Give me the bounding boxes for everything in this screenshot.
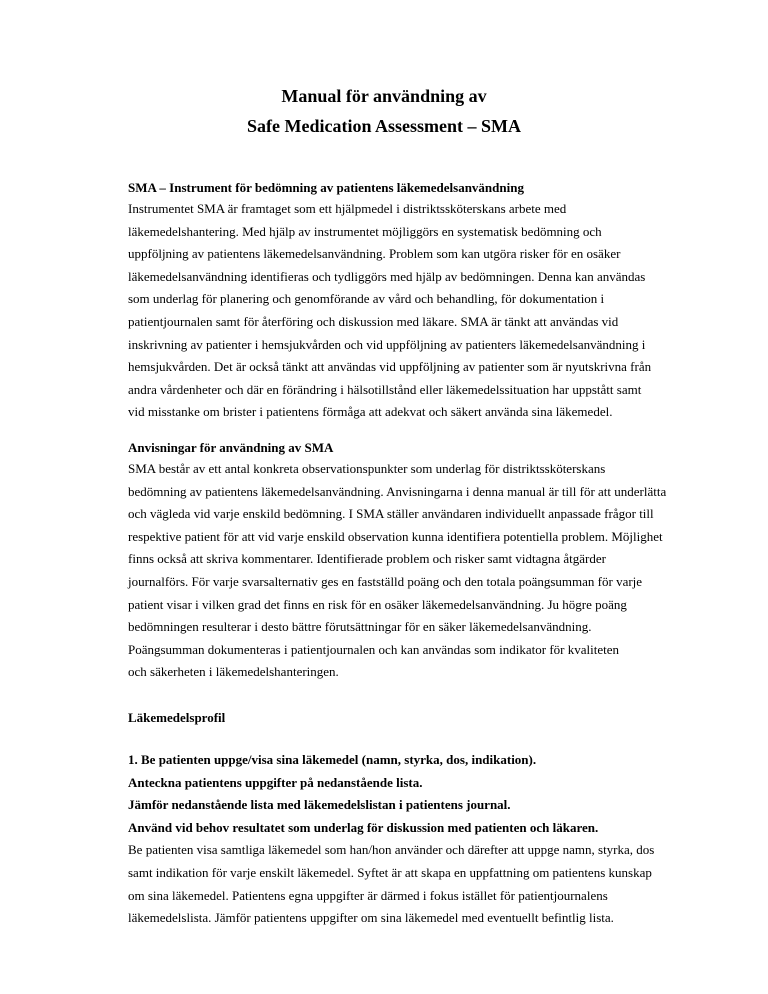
paragraph-line: patientjournalen samt för återföring och diskussion med läkare. SMA är tänkt att användas vid xyxy=(128,313,619,329)
paragraph-line: journalförs. För varje svarsalternativ ges en fastställd poäng och den totala poängsumman för varje xyxy=(128,573,643,589)
instruction-line: Använd vid behov resultatet som underlag för diskussion med patienten och läkaren. xyxy=(128,819,599,835)
section-heading: Läkemedelsprofil xyxy=(128,710,226,725)
paragraph-line: hemsjukvården. Det är också tänkt att användas vid uppföljning av patienter som är nyutskrivna från xyxy=(128,359,652,375)
paragraph-line: bedömningen resulterar i desto bättre förutsättningar för en säker läkemedelsanvändning. xyxy=(128,619,592,635)
paragraph-line: bedömning av patientens läkemedelsanvändning. Anvisningarna i denna manual är till för att underlätta xyxy=(128,483,667,499)
section-heading: Anvisningar för användning av SMA xyxy=(128,440,334,455)
paragraph-line: och säkerheten i läkemedelshanteringen. xyxy=(128,664,339,680)
instruction-line: Anteckna patientens uppgifter på nedanstående lista. xyxy=(128,774,423,790)
instruction-line: 1. Be patienten uppge/visa sina läkemedel (namn, styrka, dos, indikation). xyxy=(128,752,537,767)
paragraph-line: läkemedelshantering. Med hjälp av instrumentet möjliggörs en systematisk bedömning och xyxy=(128,223,602,239)
paragraph-line: vid misstanke om brister i patientens förmåga att adekvat och säkert använda sina läkemedel. xyxy=(128,404,613,420)
paragraph-line: finns också att skriva kommentarer. Identifierade problem och risker samt vidtagna åtgärder xyxy=(128,551,606,567)
instruction-line: Jämför nedanstående lista med läkemedelslistan i patientens journal. xyxy=(128,797,511,813)
paragraph-line: som underlag för planering och genomförande av vård och behandling, för dokumentation i xyxy=(128,291,605,307)
paragraph-line: patient visar i vilken grad det finns en risk för en osäker läkemedelsanvändning. Ju högre poäng xyxy=(128,596,627,612)
section-question-1 xyxy=(128,749,658,930)
section-sma-instrument xyxy=(128,178,658,424)
document-title-line-1: Manual för användning av xyxy=(281,86,487,106)
paragraph-line: Instrumentet SMA är framtaget som ett hjälpmedel i distriktssköterskans arbete med xyxy=(128,201,567,216)
document-title-line-2: Safe Medication Assessment – SMA xyxy=(247,116,521,136)
paragraph-line: om sina läkemedel. Patientens egna uppgifter är därmed i fokus istället för patientjournalens xyxy=(128,887,608,903)
paragraph-line: respektive patient för att vid varje enskild observation kunna identifiera potentiella problem. Möjlighet xyxy=(128,528,663,544)
paragraph-line: samt indikation för varje enskilt läkemedel. Syftet är att skapa en uppfattning om patientens kunskap xyxy=(128,864,652,880)
paragraph-line: läkemedelslista. Jämför patientens uppgifter om sina läkemedel med eventuellt befintlig lista. xyxy=(128,910,614,926)
paragraph-line: läkemedelsanvändning identifieras och tydliggörs med hjälp av bedömningen. Denna kan användas xyxy=(128,268,646,284)
paragraph-line: inskrivning av patienter i hemsjukvården och vid uppföljning av patienters läkemedelsanvändning i xyxy=(128,336,646,352)
section-heading: SMA – Instrument för bedömning av patientens läkemedelsanvändning xyxy=(128,180,524,195)
paragraph-line: uppföljning av patientens läkemedelsanvändning. Problem som kan utgöra risker för en osäker xyxy=(128,246,621,262)
paragraph-line: SMA består av ett antal konkreta observationspunkter som underlag för distriktssköterskans xyxy=(128,461,606,476)
paragraph-line: andra vårdenheter och där en förändring i hälsotillstånd eller läkemedelssituation har uppstått samt xyxy=(128,381,642,397)
paragraph-line: Be patienten visa samtliga läkemedel som han/hon använder och därefter att uppge namn, styrka, dos xyxy=(128,842,655,858)
paragraph-line: och vägleda vid varje enskild bedömning. I SMA ställer användaren individuellt anpassade frågor till xyxy=(128,506,654,522)
section-lakemedelsprofil xyxy=(128,708,658,728)
section-anvisningar xyxy=(128,438,667,684)
paragraph-line: Poängsumman dokumenteras i patientjournalen och kan användas som indikator för kvaliteten xyxy=(128,641,619,657)
